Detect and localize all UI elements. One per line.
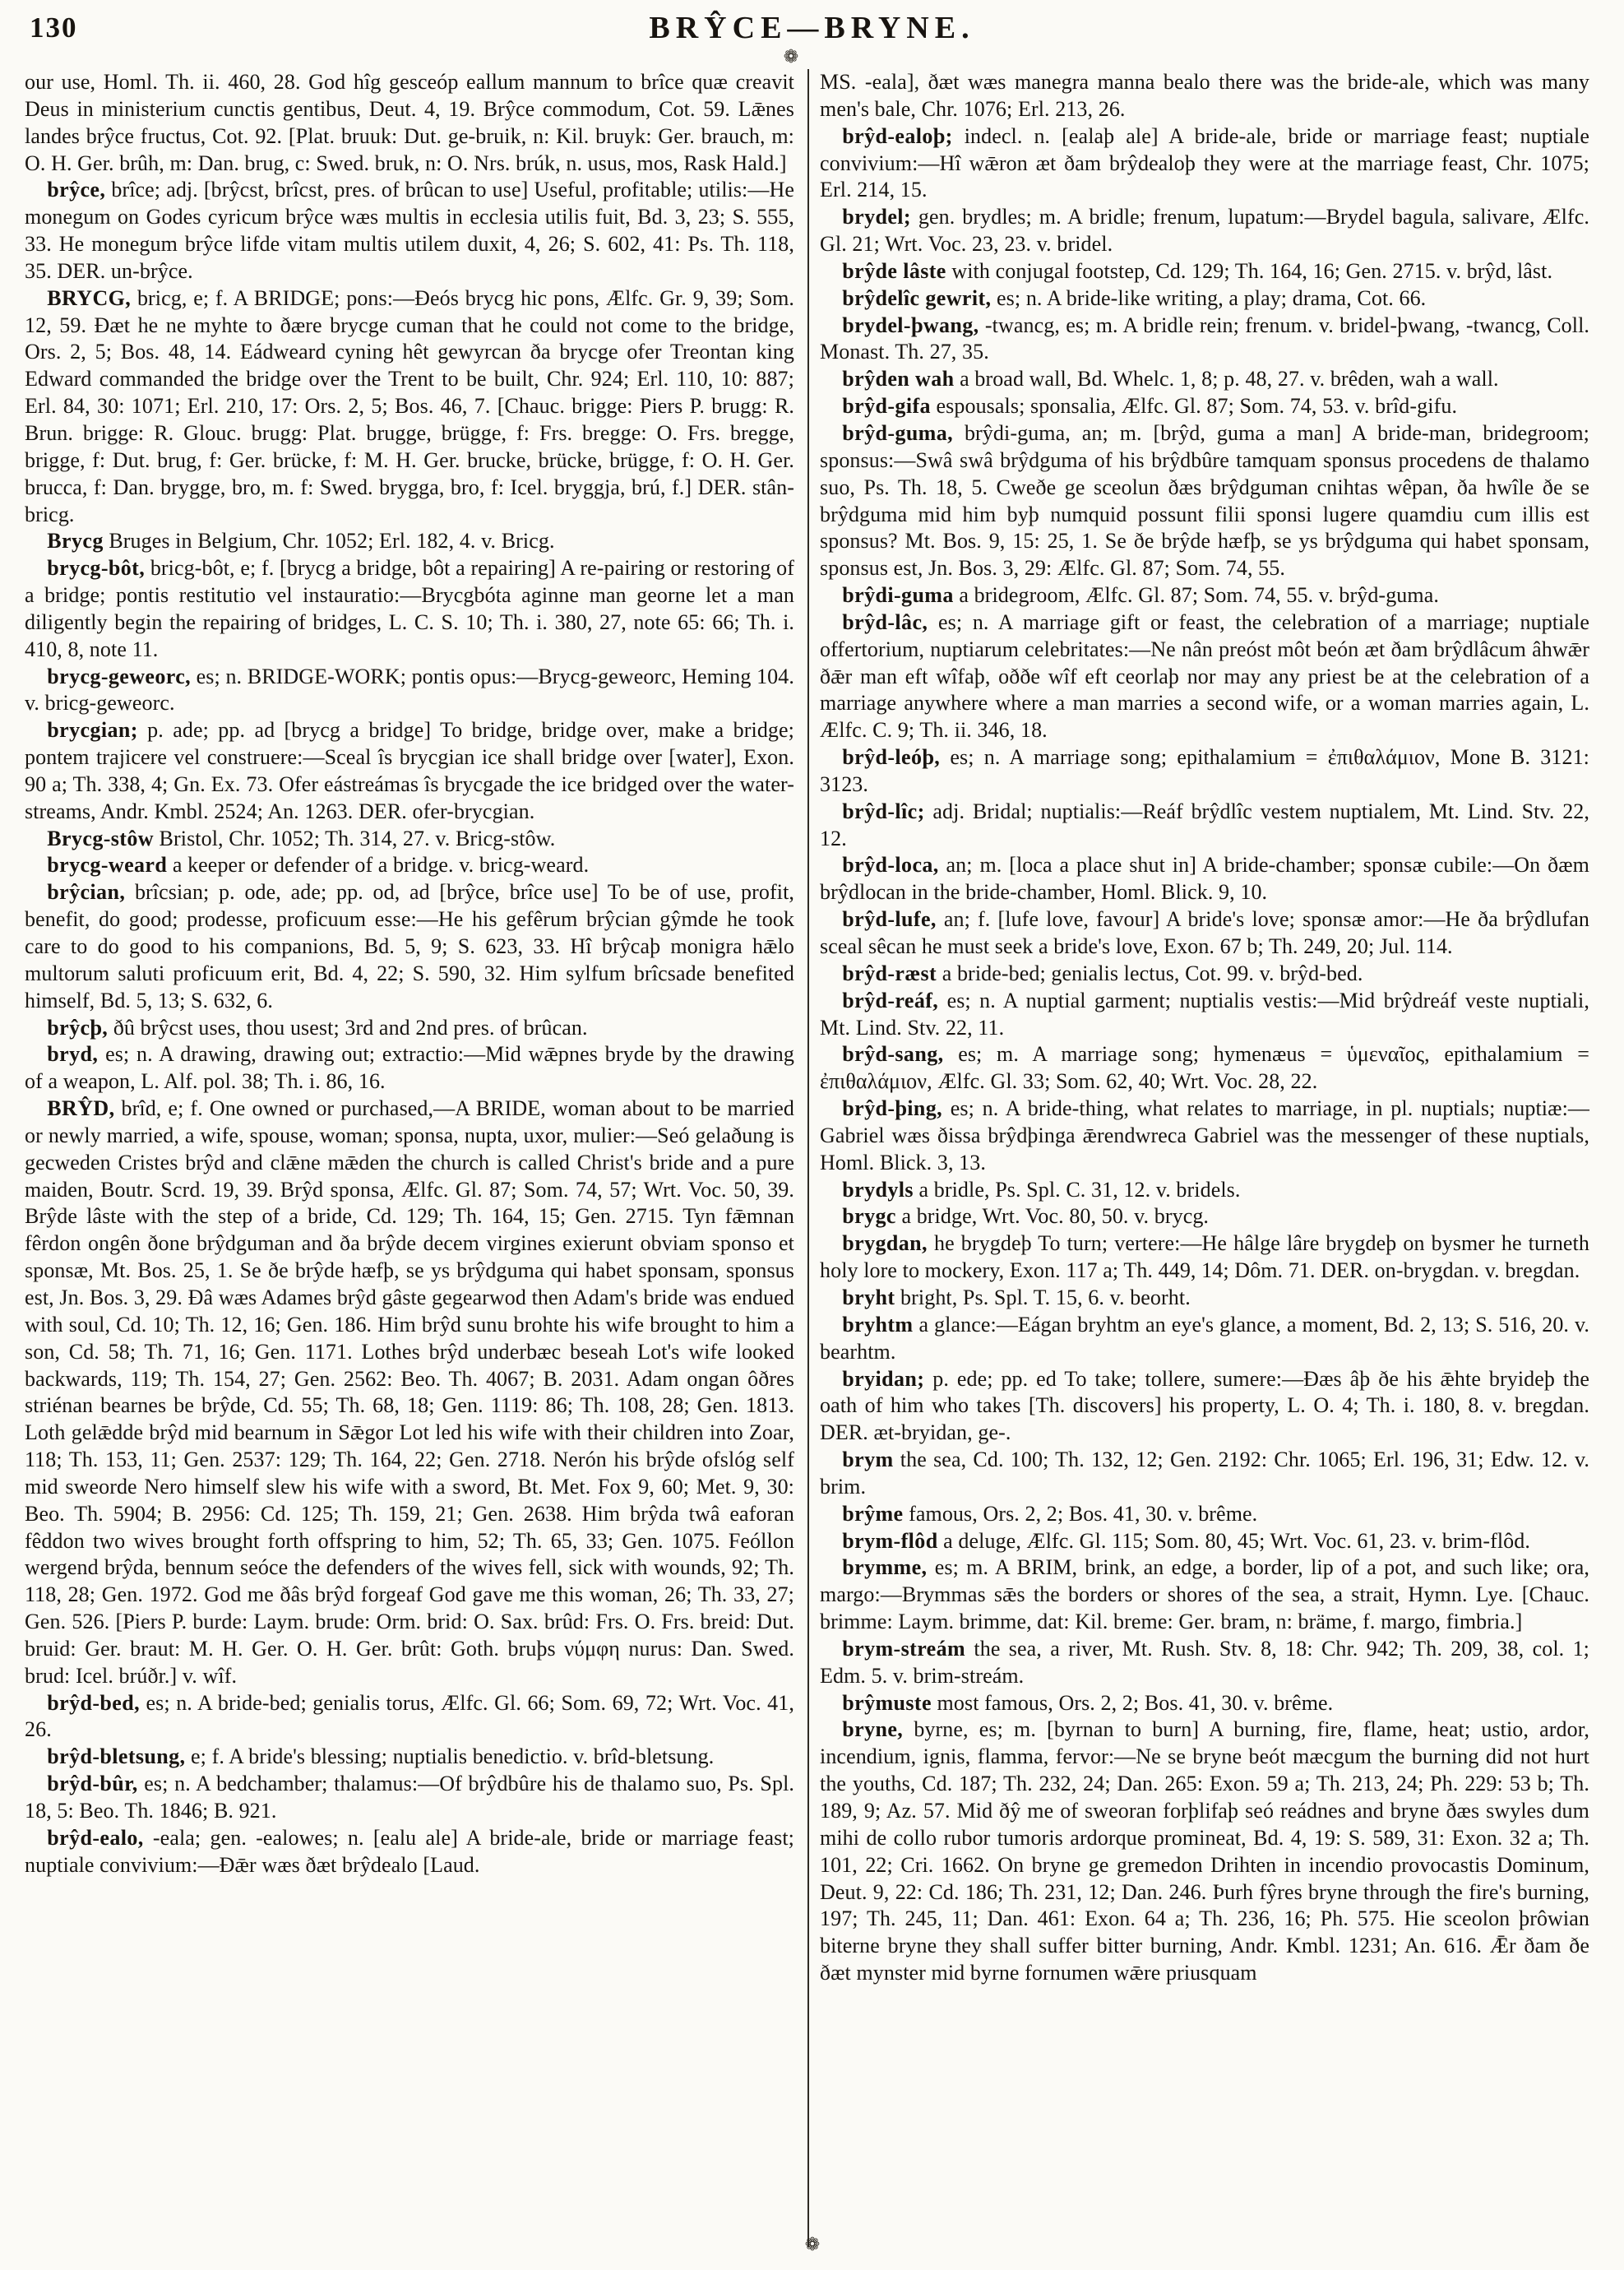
entry-headword: brŷd-sang, [842, 1042, 944, 1067]
dictionary-entry [25, 1744, 794, 1771]
entry-text: espousals; sponsalia, Ælfc. Gl. 87; Som. 74, 53. v. brîd-gifu. [936, 394, 1458, 419]
dictionary-entry [820, 1366, 1589, 1448]
entry-headword: brŷce, [47, 178, 106, 202]
entry-text: most famous, Ors. 2, 2; Bos. 41, 30. v. brême. [937, 1690, 1334, 1715]
entry-text: an; f. [lufe love, favour] A bride's love; sponsæ amor:—He ða brŷdlufan sceal sêcan he must seek a bride's love, Exon. 67 b; Th. 249, 20; Jul. 114. [820, 907, 1589, 958]
entry-headword: brŷde lâste [842, 258, 946, 283]
dictionary-entry [25, 717, 794, 825]
entry-text: a deluge, Ælfc. Gl. 115; Som. 80, 45; Wrt. Voc. 61, 23. v. brim-flôd. [943, 1528, 1530, 1553]
entry-text: a bridge, Wrt. Voc. 80, 50. v. brycg. [901, 1204, 1210, 1229]
entry-text: p. ade; pp. ad [brycg a bridge] To bridge, bridge over, make a bridge; pontem trajicere vel construere:—Sceal îs brycgian ice shall bridge over [water], Exon. 90 a; Th. 338, 4; Gn. Ex. 73. Ofer eástreámas îs brycgade the ice bridged over the water-streams, Andr. Kmbl. 2524; An. 1263. DER. ofer-brycgian. [25, 718, 794, 823]
dictionary-entry [25, 69, 794, 177]
entry-text: famous, Ors. 2, 2; Bos. 41, 30. v. brême. [909, 1501, 1258, 1526]
entry-text: with conjugal footstep, Cd. 129; Th. 164, 16; Gen. 2715. v. brŷd, lâst. [951, 258, 1553, 283]
entry-text: brîd, e; f. One owned or purchased,—A BRIDE, woman about to be married or newly married, a wife, spouse, woman; sponsa, nupta, uxor, mulier:—Seó gelaðung is gecweden Cristes brŷd and clǣne mǣden the church is called Christ's bride and a pure maiden, Boutr. Scrd. 19, 39. Brŷd sponsa, Ælfc. Gl. 87; Som. 74, 57; Wrt. Voc. 50, 39. Brŷde lâste with the step of a bride, Cd. 129; Th. 164, 15; Gen. 2715. Tyn fǣmnan fêrdon ongên ðone brŷdguman and ða brŷde decem virgines exierunt obviam sponso et sponsæ, Mt. Bos. 25, 1. Se ðe brŷde hæfþ, se ys brŷdguma qui habet sponsam, sponsus est, Jn. Bos. 3, 29. Ðâ wæs Adames brŷd gâste gegearwod then Adam's bride was endued with soul, Cd. 10; Th. 12, 16; Gen. 186. Him brŷd sunu brohte his wife brought to him a son, Cd. 58; Th. 71, 16; Gen. 1171. Lothes brŷd underbæc beseah Lot's wife looked backwards, 119; Th. 154, 27; Gen. 2562: Beo. Th. 4067; B. 2031. Adam ongan ôðres striénan bearnes be brŷde, Cd. 55; Th. 68, 18; Gen. 1119: 86; Th. 108, 28; Gen. 1813. Loth gelǣdde brŷd mid bearnum in Sǣgor Lot led his wife with their children into Zoar, 118; Th. 153, 11; Gen. 2537: 129; Th. 164, 22; Gen. 2718. Nerón his brŷde ofslóg self mid sweorde Nero himself slew his wife with a sword, Bt. Met. Fox 9, 60; Met. 9, 30: Beo. Th. 5904; B. 2956: Cd. 125; Th. 159, 21; Gen. 2638. Him brŷda twâ eaforan fêddon two wives brought forth offspring to him, 52; Th. 65, 33; Gen. 1075. Feóllon wergend brŷda, bennum seóce the defenders of the wives fell, sick with wounds, 92; Th. 118, 28; Gen. 1972. God me ðâs brŷd forgeaf God gave me this woman, 26; Th. 33, 27; Gen. 526. [Piers P. burde: Laym. brude: Orm. brid: O. Sax. brûd: Frs. O. Frs. breid: Dut. bruid: Ger. braut: M. H. Ger. O. H. Ger. brût: Goth. bruþs νύμφη nurus: Dan. Swed. brud: Icel. brúðr.] v. wîf. [25, 1096, 794, 1688]
text-columns [25, 69, 1589, 2247]
entry-text: a broad wall, Bd. Whelc. 1, 8; p. 48, 27. v. brêden, wah a wall. [960, 367, 1499, 391]
entry-headword: brŷcian, [47, 880, 126, 905]
entry-text: ðû brŷcst uses, thou usest; 3rd and 2nd pres. of brûcan. [113, 1015, 588, 1040]
entry-text: bright, Ps. Spl. T. 15, 6. v. beorht. [900, 1285, 1191, 1309]
entry-headword: brŷmuste [842, 1690, 932, 1715]
entry-text: brîcsian; p. ode, ade; pp. od, ad [brŷce, brîce use] To be of use, profit, benefit, do good; prodesse, proficuum esse:—He his gefêrum brŷcian gŷmde he took care to do good to his companions, Bd. 5, 9; S. 623, 33. Hî brŷcaþ monigra hǣlo multorum saluti proficuum erit, Bd. 4, 22; S. 590, 32. Him sylfum brîcsade benefited himself, Bd. 5, 13; S. 632, 6. [25, 880, 794, 1012]
dictionary-entry [820, 1041, 1589, 1096]
printers-mark-top-icon: ❁ [783, 46, 799, 67]
entry-headword: brŷdelîc gewrit, [842, 285, 992, 310]
dictionary-entry [820, 1312, 1589, 1366]
entry-text: adj. Bridal; nuptialis:—Reáf brŷdlîc vestem nuptialem, Mt. Lind. Stv. 22, 12. [820, 799, 1589, 850]
entry-headword: bryht [842, 1285, 895, 1309]
dictionary-entry [820, 609, 1589, 744]
dictionary-entry [820, 1230, 1589, 1285]
dictionary-entry [820, 1716, 1589, 1986]
dictionary-entry [25, 852, 794, 879]
entry-headword: brŷme [842, 1501, 904, 1526]
entry-text: e; f. A bride's blessing; nuptialis benedictio. v. brîd-bletsung. [191, 1744, 715, 1769]
entry-headword: brŷd-lîc; [842, 799, 925, 823]
entry-text: a bridle, Ps. Spl. C. 31, 12. v. bridels. [918, 1177, 1241, 1202]
entry-headword: brŷd-bûr, [47, 1772, 138, 1796]
dictionary-entry [820, 961, 1589, 988]
right-column [820, 69, 1589, 2247]
dictionary-entry [820, 69, 1589, 123]
entry-text: the sea, Cd. 100; Th. 132, 12; Gen. 2192: Chr. 1065; Erl. 196, 31; Edw. 12. v. brim. [820, 1448, 1589, 1499]
entry-text: a bridegroom, Ælfc. Gl. 87; Som. 74, 55. v. brŷd-guma. [959, 583, 1439, 608]
entry-text: Bruges in Belgium, Chr. 1052; Erl. 182, 4. v. Bricg. [109, 529, 555, 554]
page-number: 130 [30, 12, 78, 44]
entry-headword: brym [842, 1448, 894, 1472]
dictionary-entry [820, 393, 1589, 420]
entry-headword: bryhtm [842, 1312, 914, 1337]
page-title: BRŶCE—BRYNE. [649, 11, 975, 45]
entry-headword: BRŶD, [47, 1096, 115, 1121]
entry-text: he brygdeþ To turn; vertere:—He hâlge lâre brygdeþ on bysmer he turneth holy lore to mockery, Exon. 117 a; Th. 449, 14; Dôm. 71. DER. on-brygdan. v. bregdan. [820, 1231, 1589, 1283]
dictionary-entry [25, 555, 794, 663]
entry-headword: brŷd-bed, [47, 1690, 140, 1715]
dictionary-entry [820, 582, 1589, 609]
entry-text: es; n. A bride-bed; genialis torus, Ælfc. Gl. 66; Som. 69, 72; Wrt. Voc. 41, 26. [25, 1690, 794, 1742]
entry-text: bricg, e; f. A BRIDGE; pons:—Ðeós brycg hic pons, Ælfc. Gr. 9, 39; Som. 12, 59. Ðæt he ne myhte to ðære brycge cuman that he could not come to the bridge, Ors. 2, 5; Bos. 48, 14. Eádweard cyning hêt gewyrcan ða brycge ofer Treontan king Edward commanded the bridge over the Trent to be built, Chr. 924; Erl. 110, 10: 887; Erl. 84, 30: 1071; Erl. 210, 17: Ors. 2, 5; Bos. 46, 7. [Chauc. brigge: Piers P. brugg: R. Brun. brigge: R. Glouc. brugg: Plat. brugge, brügge, f: Frs. bregge: O. Frs. bregge, brigge, f: Dut. brug, f: Ger. brücke, f: M. H. Ger. brucke, brücke, brügge, f: O. H. Ger. brucca, f: Dan. brygge, bro, m. f: Swed. brygga, bro, f: Icel. bryggja, brú, f.] DER. stân-bricg. [25, 285, 794, 526]
dictionary-entry [820, 1096, 1589, 1177]
printers-mark-bottom-icon: ❁ [804, 2234, 821, 2254]
entry-text: gen. brydles; m. A bridle; frenum, lupatum:—Brydel bagula, salivare, Ælfc. Gl. 21; Wrt. Voc. 23, 23. v. bridel. [820, 205, 1590, 257]
dictionary-entry [820, 313, 1589, 367]
dictionary-entry [820, 744, 1589, 799]
dictionary-entry [820, 258, 1589, 285]
entry-headword: brym-streám [842, 1636, 966, 1661]
entry-headword: brŷd-guma, [842, 420, 954, 445]
dictionary-entry [820, 906, 1589, 961]
entry-headword: brycgian; [47, 718, 138, 743]
entry-headword: brycg-bôt, [47, 556, 146, 581]
entry-text: Bristol, Chr. 1052; Th. 314, 27. v. Bricg-stôw. [159, 826, 556, 850]
dictionary-entry [25, 1825, 794, 1879]
dictionary-entry [820, 285, 1589, 313]
entry-text: p. ede; pp. ed To take; tollere, sumere:—Ðæs âþ ðe his ǣhte bryideþ the oath of him who takes [Th. discovers] his property, L. O. 4; Th. i. 180, 8. v. bregdan. DER. æt-bryidan, ge-. [820, 1366, 1589, 1445]
entry-text: es; n. A nuptial garment; nuptialis vestis:—Mid brŷdreáf veste nuptiali, Mt. Lind. Stv. 22, 11. [820, 988, 1589, 1040]
dictionary-entry [25, 177, 794, 285]
dictionary-entry [820, 988, 1589, 1042]
entry-headword: brŷd-lâc, [842, 609, 928, 634]
dictionary-entry [25, 1690, 794, 1744]
dictionary-entry [25, 879, 794, 1014]
entry-text: es; m. A marriage song; hymenæus = ὑμεναῖος, epithalamium = ἐπιθαλάμιον, Ælfc. Gl. 33; Som. 62, 40; Wrt. Voc. 28, 22. [820, 1042, 1589, 1094]
entry-headword: brycg-weard [47, 853, 168, 878]
entry-headword: Brycg-stôw [47, 826, 154, 850]
entry-headword: bryd, [47, 1042, 99, 1067]
entry-text: brŷdi-guma, an; m. [brŷd, guma a man] A bride-man, bridegroom; sponsus:—Swâ swâ brŷdguma of his brŷdbûre tamquam sponsus procedens de thalamo suo, Ps. Th. 18, 5. Cweðe ge sceolun ðæs brŷdguman cnihtas wêpan, ða hwîle ðe se brŷdguma mid him byþ numquid possunt filii sponsi lugere quamdiu cum illis est sponsus? Mt. Bos. 9, 15: 25, 1. Se ðe brŷde hæfþ, se ys brŷdguma qui habet sponsam, sponsus est, Jn. Bos. 3, 29: Ælfc. Gl. 87; Som. 74, 55. [820, 420, 1589, 581]
dictionary-entry [820, 1203, 1589, 1230]
dictionary-entry [820, 204, 1589, 258]
entry-headword: brydyls [842, 1177, 914, 1202]
entry-text: es; n. BRIDGE-WORK; pontis opus:—Brycg-geweorc, Heming 104. v. bricg-geweorc. [25, 664, 794, 716]
column-divider [807, 69, 809, 2247]
entry-text: es; n. A bride-like writing, a play; drama, Cot. 66. [997, 285, 1427, 310]
entry-text: MS. -eala], ðæt wæs manegra manna bealo there was the bride-ale, which was many men's bale, Chr. 1076; Erl. 213, 26. [820, 70, 1589, 121]
entry-headword: bryidan; [842, 1366, 925, 1391]
dictionary-entry [820, 123, 1589, 205]
dictionary-entry [820, 1285, 1589, 1312]
dictionary-entry [820, 366, 1589, 393]
entry-headword: BRYCG, [47, 285, 132, 310]
entry-text: es; n. A bride-thing, what relates to marriage, in pl. nuptials; nuptiæ:—Gabriel wæs ðissa brŷdþinga ǣrendwreca Gabriel was the messenger of these nuptials, Homl. Blick. 3, 13. [820, 1096, 1589, 1174]
dictionary-entry [820, 1501, 1589, 1528]
dictionary-entry [25, 1771, 794, 1825]
entry-text: -twancg, es; m. A bridle rein; frenum. v. bridel-þwang, -twancg, Coll. Monast. Th. 27, 35. [820, 313, 1589, 364]
entry-text: es; n. A marriage gift or feast, the celebration of a marriage; nuptiale offertorium, nuptiarum celebritates:—Ne nân preóst môt beón æt ðam brŷdlâcum âhwǣr ðǣr man eft wîfaþ, oððe wîf eft ceorlaþ nor may any priest be at the celebration of a marriage anywhere where a man marries a second wife, or a woman marries again, L. Ælfc. C. 9; Th. ii. 346, 18. [820, 609, 1589, 743]
entry-text: bricg-bôt, e; f. [brycg a bridge, bôt a repairing] A re-pairing or restoring of a bridge; pontis restitutio vel instauratio:—Brycgbóta aginne man georne let a man diligently begin the repairing of bridges, L. C. S. 10; Th. i. 380, 27, note 65: 66; Th. i. 410, 8, note 11. [25, 556, 794, 661]
entry-headword: brygdan, [842, 1231, 928, 1256]
entry-headword: brŷd-gifa [842, 394, 931, 419]
dictionary-entry [820, 852, 1589, 906]
entry-text: es; n. A marriage song; epithalamium = ἐπιθαλάμιον, Mone B. 3121: 3123. [820, 745, 1589, 796]
entry-headword: brŷd-ealo, [47, 1825, 144, 1850]
entry-headword: brydel-þwang, [842, 313, 979, 337]
entry-headword: brygc [842, 1204, 896, 1229]
entry-headword: brŷd-reáf, [842, 988, 939, 1012]
dictionary-entry [820, 1690, 1589, 1717]
entry-headword: brŷd-leóþ, [842, 745, 941, 770]
dictionary-entry [25, 664, 794, 718]
dictionary-entry [25, 826, 794, 853]
dictionary-entry [25, 285, 794, 529]
entry-headword: bryne, [842, 1717, 904, 1742]
entry-text: our use, Homl. Th. ii. 460, 28. God hîg gesceóp eallum mannum to brîce quæ creavit Deus in ministerium cunctis gentibus, Deut. 4, 19. Brŷce commodum, Cot. 59. Lǣnes landes brŷce fructus, Cot. 92. [Plat. bruuk: Dut. ge-bruik, n: Kil. bruyk: Ger. brauch, m: O. H. Ger. brûh, m: Dan. brug, c: Swed. bruk, n: O. Nrs. brúk, n. usus, mos, Rask Hald.] [25, 70, 794, 175]
entry-headword: brycg-geweorc, [47, 664, 192, 688]
entry-text: es; n. A drawing, drawing out; extractio:—Mid wǣpnes bryde by the drawing of a weapon, L. Alf. pol. 38; Th. i. 86, 16. [25, 1042, 794, 1094]
dictionary-entry [820, 1447, 1589, 1501]
dictionary-entry [820, 1636, 1589, 1690]
dictionary-entry [820, 420, 1589, 582]
entry-headword: brŷd-ealoþ; [842, 123, 953, 148]
entry-headword: brŷd-þing, [842, 1096, 943, 1121]
entry-headword: Brycg [47, 529, 104, 554]
entry-headword: brydel; [842, 205, 911, 229]
dictionary-entry [820, 799, 1589, 853]
entry-headword: brymme, [842, 1555, 928, 1580]
dictionary-entry [25, 1041, 794, 1096]
left-column [25, 69, 794, 2247]
entry-text: es; n. A bedchamber; thalamus:—Of brŷdbûre his de thalamo suo, Ps. Spl. 18, 5: Beo. Th. 1846; B. 921. [25, 1772, 794, 1823]
entry-headword: brym-flôd [842, 1528, 938, 1553]
entry-headword: brŷden wah [842, 367, 955, 391]
dictionary-entry [820, 1528, 1589, 1555]
entry-text: a keeper or defender of a bridge. v. bricg-weard. [172, 853, 590, 878]
entry-headword: brŷdi-guma [842, 583, 954, 608]
entry-headword: brŷd-bletsung, [47, 1744, 186, 1769]
dictionary-entry [25, 1096, 794, 1690]
entry-text: an; m. [loca a place shut in] A bride-chamber; sponsæ cubile:—On ðæm brŷdlocan in the bride-chamber, Homl. Blick. 9, 10. [820, 853, 1589, 905]
entry-headword: brŷd-lufe, [842, 907, 937, 932]
entry-text: -eala; gen. -ealowes; n. [ealu ale] A bride-ale, bride or marriage feast; nuptiale convivium:—Ðǣr wæs ðæt brŷdealo [Laud. [25, 1825, 794, 1877]
entry-text: a bride-bed; genialis lectus, Cot. 99. v. brŷd-bed. [942, 961, 1363, 985]
entry-headword: brŷd-loca, [842, 853, 939, 878]
entry-text: the sea, a river, Mt. Rush. Stv. 8, 18: Chr. 942; Th. 209, 38, col. 1; Edm. 5. v. brim-streám. [820, 1636, 1589, 1688]
entry-text: es; m. A BRIM, brink, an edge, a border, lip of a pot, and such like; ora, margo:—Brymmas sǣs the borders or shores of the sea, a strait, Hymn. Lye. [Chauc. brimme: Laym. brimme, dat: Kil. breme: Ger. bram, n: bräme, f. margo, fimbria.] [820, 1555, 1589, 1634]
entry-text: byrne, es; m. [byrnan to burn] A burning, fire, flame, heat; ustio, ardor, incendium, ignis, flamma, fervor:—Ne se bryne beót mæcgum the burning did not hurt the youths, Cd. 187; Th. 232, 24; Dan. 265: Exon. 59 a; Th. 213, 24; Ph. 229: 53 b; Th. 189, 9; Az. 57. Mid ðŷ me of sweoran forþlifaþ seó reádnes and bryne ðæs swyles dum mihi de collo rubor tumoris ardorque promineat, Bd. 4, 19: S. 589, 31: Exon. 32 a; Th. 101, 22; Cri. 1662. On bryne ge gremedon Drihten in incendio provocastis Dominum, Deut. 9, 22: Cd. 186; Th. 231, 12; Dan. 246. Þurh fŷres bryne through the fire's burning, 197; Th. 245, 11; Dan. 461: Exon. 64 a; Th. 236, 16; Ph. 575. Hie sceolon þrôwian biterne bryne they shall suffer bitter burning, Andr. Kmbl. 1231; An. 616. Ǣr ðam ðe ðæt mynster mid byrne fornumen wǣre priusquam [820, 1717, 1590, 1985]
dictionary-entry [820, 1554, 1589, 1636]
dictionary-entry [25, 528, 794, 555]
dictionary-entry [25, 1015, 794, 1042]
entry-text: indecl. n. [ealaþ ale] A bride-ale, bride or marriage feast; nuptiale convivium:—Hî wǣron æt ðam brŷdealoþ they were at the marriage feast, Chr. 1075; Erl. 214, 15. [820, 123, 1589, 202]
entry-text: brîce; adj. [brŷcst, brîcst, pres. of brûcan to use] Useful, profitable; utilis:—He monegum on Godes cyricum brŷce wæs multis in ecclesia utilis fuit, Bd. 3, 23; S. 555, 33. He monegum brŷce lifde vitam multis utilem duxit, 4, 26; S. 602, 41: Ps. Th. 118, 35. DER. un-brŷce. [25, 178, 794, 283]
dictionary-entry [820, 1177, 1589, 1204]
entry-text: a glance:—Eágan bryhtm an eye's glance, a moment, Bd. 2, 13; S. 516, 20. v. bearhtm. [820, 1312, 1589, 1364]
entry-headword: brŷd-ræst [842, 961, 937, 985]
entry-headword: brŷcþ, [47, 1015, 109, 1040]
